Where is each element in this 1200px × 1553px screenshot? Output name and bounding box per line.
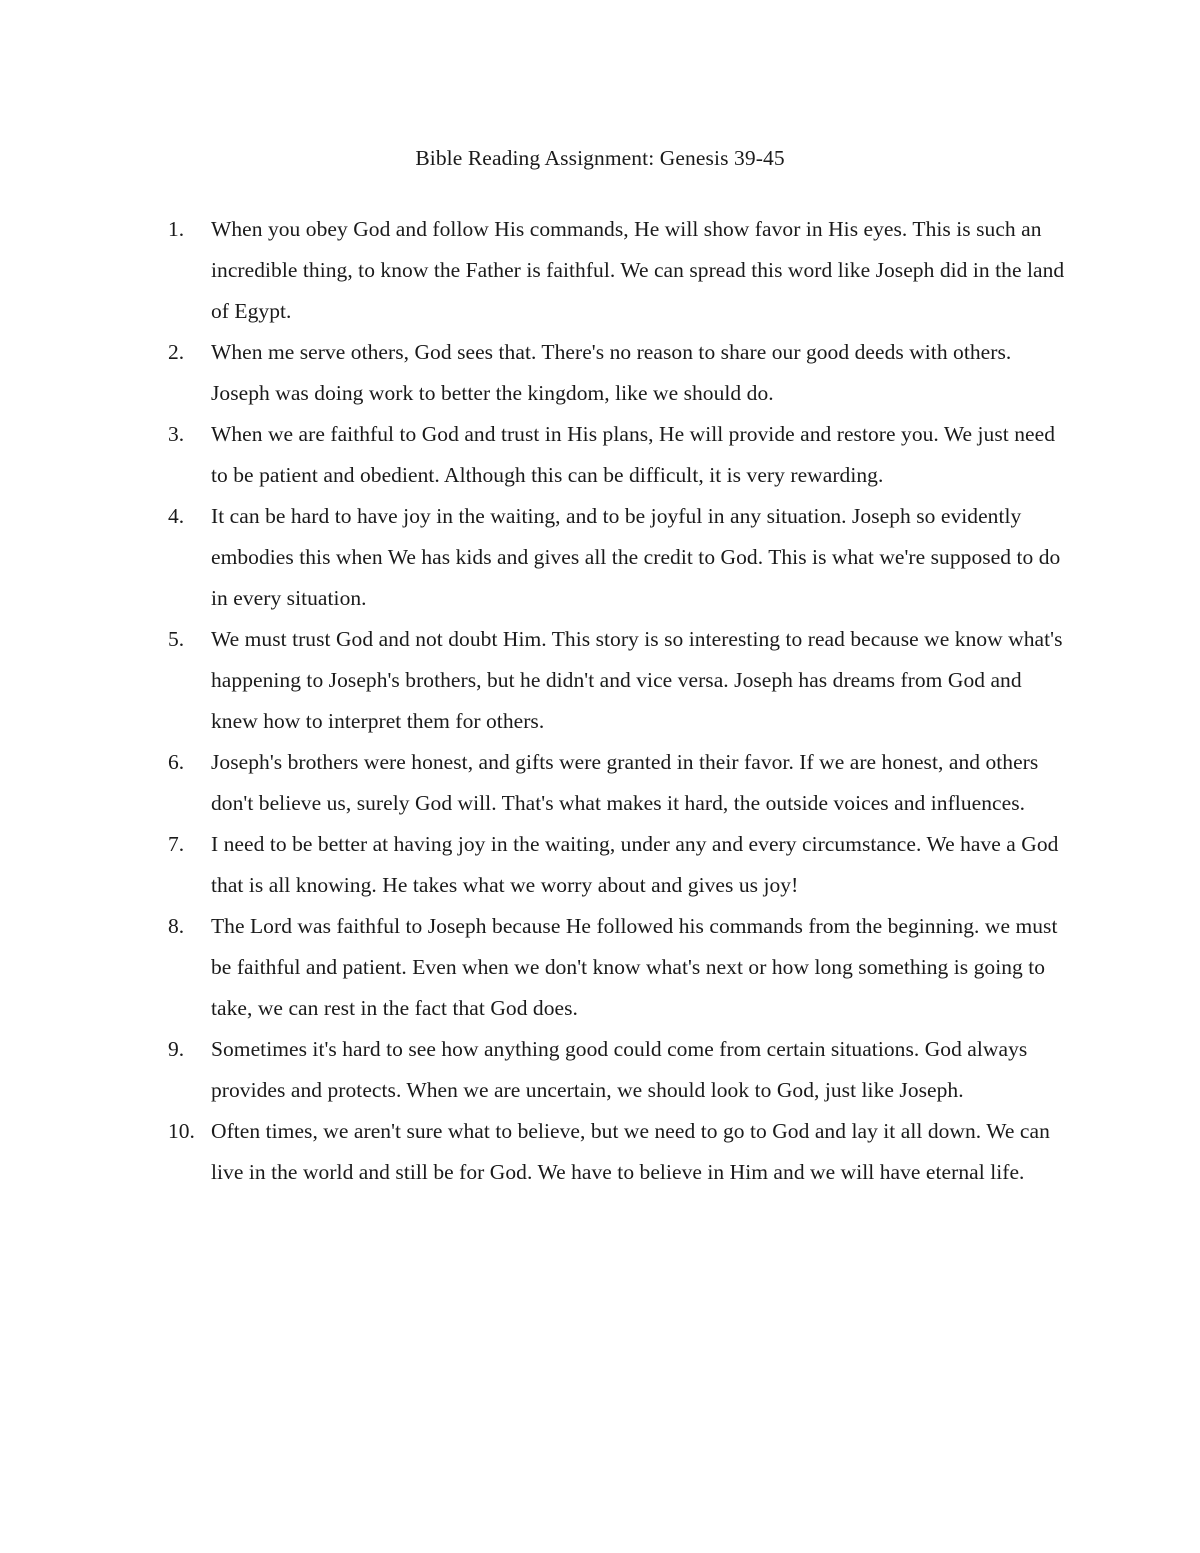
numbered-list: [168, 209, 1068, 1193]
list-item-text: The Lord was faithful to Joseph because He followed his commands from the beginning. we must be faithful and patient. Even when we don't know what's next or how long something is going to take, we can rest in the fact that God does.: [211, 914, 1058, 1020]
list-item-number: 9.: [168, 1037, 185, 1061]
list-item-number: 7.: [168, 832, 185, 856]
list-item-number: 10.: [168, 1119, 195, 1143]
document-title: Bible Reading Assignment: Genesis 39-45: [415, 146, 785, 170]
list-item: [168, 906, 1068, 1029]
list-item-text: Joseph's brothers were honest, and gifts were granted in their favor. If we are honest, and others don't believe us, surely God will. That's what makes it hard, the outside voices and influences.: [211, 750, 1039, 815]
list-item: [168, 824, 1068, 906]
list-item-text: Often times, we aren't sure what to believe, but we need to go to God and lay it all down. We can live in the world and still be for God. We have to believe in Him and we will have eternal life.: [211, 1119, 1050, 1184]
list-item: [168, 1029, 1068, 1111]
list-item-text: When you obey God and follow His commands, He will show favor in His eyes. This is such an incredible thing, to know the Father is faithful. We can spread this word like Joseph did in the land of Egypt.: [211, 217, 1065, 323]
list-item-number: 1.: [168, 217, 185, 241]
list-item: [168, 619, 1068, 742]
list-item: [168, 1111, 1068, 1193]
list-item-number: 4.: [168, 504, 185, 528]
list-item-number: 2.: [168, 340, 185, 364]
list-item-text: I need to be better at having joy in the waiting, under any and every circumstance. We have a God that is all knowing. He takes what we worry about and gives us joy!: [211, 832, 1059, 897]
list-item-text: We must trust God and not doubt Him. This story is so interesting to read because we know what's happening to Joseph's brothers, but he didn't and vice versa. Joseph has dreams from God and knew how to interpret them for others.: [211, 627, 1063, 733]
list-item-number: 3.: [168, 422, 185, 446]
list-item: [168, 496, 1068, 619]
list-item: [168, 414, 1068, 496]
list-item-number: 5.: [168, 627, 185, 651]
list-item-text: When we are faithful to God and trust in His plans, He will provide and restore you. We just need to be patient and obedient. Although this can be difficult, it is very rewarding.: [211, 422, 1055, 487]
list-item: [168, 742, 1068, 824]
list-item: [168, 209, 1068, 332]
list-item-number: 6.: [168, 750, 185, 774]
list-item-text: Sometimes it's hard to see how anything good could come from certain situations. God always provides and protects. When we are uncertain, we should look to God, just like Joseph.: [211, 1037, 1028, 1102]
list-item-text: When me serve others, God sees that. There's no reason to share our good deeds with others. Joseph was doing work to better the kingdom, like we should do.: [211, 340, 1012, 405]
list-item-number: 8.: [168, 914, 185, 938]
list-item: [168, 332, 1068, 414]
list-item-text: It can be hard to have joy in the waiting, and to be joyful in any situation. Joseph so evidently embodies this when We has kids and gives all the credit to God. This is what we're supposed to do in every situation.: [211, 504, 1061, 610]
